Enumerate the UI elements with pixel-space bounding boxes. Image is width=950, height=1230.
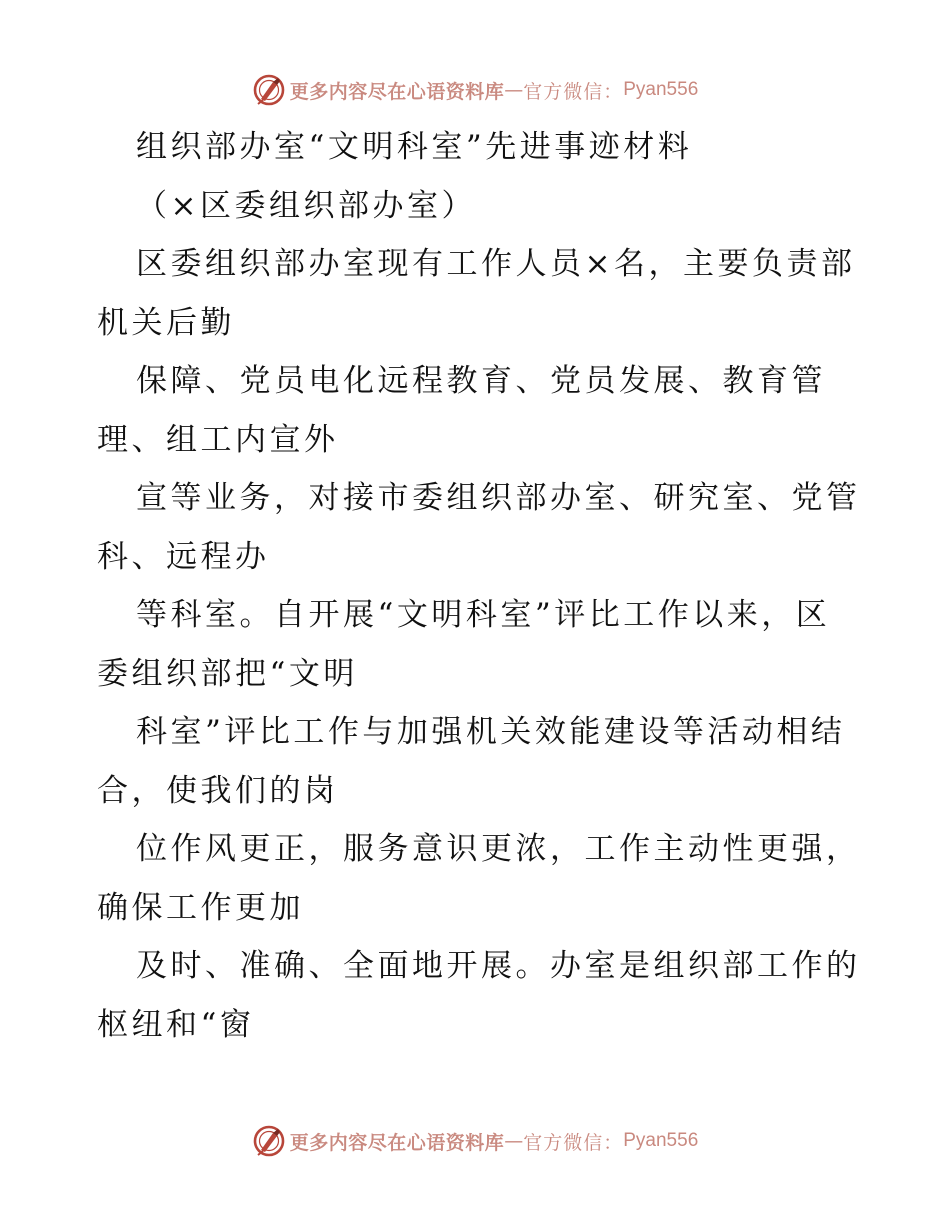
banner-site-text: 更多内容尽在心语资料库 (289, 80, 505, 103)
header-banner (0, 70, 950, 110)
paragraph-line: 枢纽和“窗 (97, 1006, 255, 1043)
paragraph-line: 确保工作更加 (97, 889, 304, 926)
pen-nib-logo-icon (252, 1124, 286, 1158)
paragraph-line: 区委组织部办室现有工作人员×名，主要负责部 (136, 246, 856, 282)
banner-wechat-id: Pyan556 (623, 1130, 699, 1151)
paragraph-line: 位作风更正，服务意识更浓，工作主动性更强， (136, 831, 861, 867)
banner-wechat-label: 官方微信： (523, 80, 624, 103)
paragraph-line: 科室”评比工作与加强机关效能建设等活动相结 (136, 714, 846, 750)
paragraph-line: 机关后勤 (97, 304, 235, 341)
paragraph-line: 科、远程办 (97, 538, 270, 575)
paragraph-line: 宣等业务，对接市委组织部办室、研究室、党管 (136, 480, 861, 516)
paragraph-line: 等科室。自开展“文明科室”评比工作以来，区 (136, 597, 831, 633)
banner-site-text: 更多内容尽在心语资料库 (289, 1131, 505, 1154)
paragraph-line: 保障、党员电化远程教育、党员发展、教育管 (136, 363, 826, 399)
footer-banner (0, 1121, 950, 1161)
paragraph-line: 合，使我们的岗 (97, 772, 339, 809)
document-body (97, 118, 861, 1054)
document-title: 组织部办室“文明科室”先进事迹材料 (136, 129, 693, 165)
paragraph-line: 理、组工内宣外 (97, 421, 339, 458)
banner-wechat-id: Pyan556 (623, 79, 699, 100)
paragraph-line: 委组织部把“文明 (97, 655, 358, 692)
banner-wechat-label: 官方微信： (523, 1131, 624, 1154)
banner-separator: — (504, 1130, 524, 1152)
banner-separator: — (504, 79, 524, 101)
paragraph-line: 及时、准确、全面地开展。办室是组织部工作的 (136, 948, 861, 984)
document-subtitle: （×区委组织部办室） (136, 187, 476, 224)
pen-nib-logo-icon (252, 73, 286, 107)
